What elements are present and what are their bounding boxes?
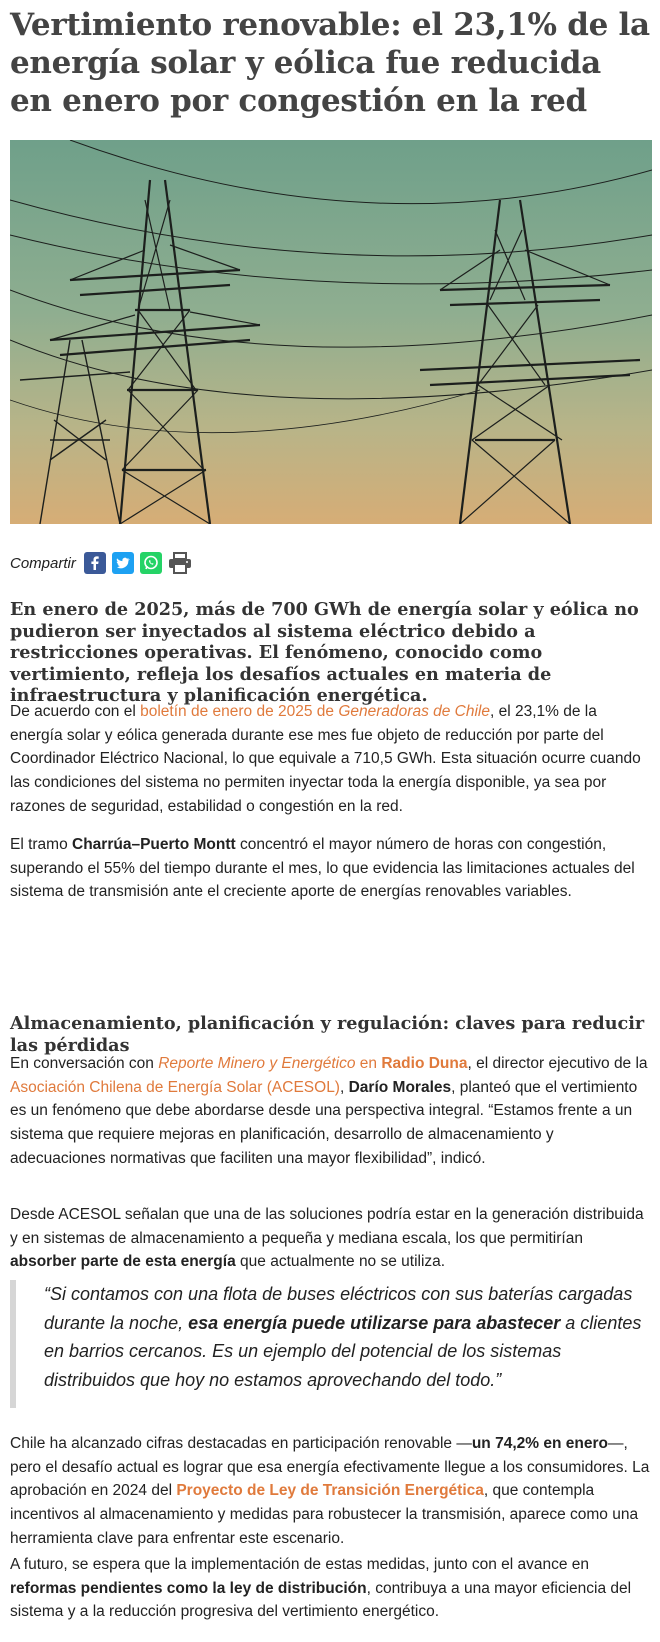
section-subtitle: Almacenamiento, planificación y regulación: claves para reducir las pérdidas bbox=[10, 1013, 645, 1056]
paragraph-5: Chile ha alcanzado cifras destacadas en participación renovable —un 74,2% en enero—, pero el desafío actual es lograr que esa energía efectivamente llegue a los consumidores. La aprobación en 2024 del Proyecto de Ley de Transición Energética, que contempla incentivos al almacenamiento y medidas para robustecer la transmisión, aparece como una herramienta clave para enfrentar este escenario. bbox=[10, 1435, 650, 1547]
share-bar bbox=[10, 550, 196, 576]
ley-transicion-link[interactable]: Proyecto de Ley de Transición Energética bbox=[176, 1482, 484, 1500]
reporte-minero-link[interactable]: Reporte Minero y Energético en bbox=[158, 1055, 382, 1072]
article-title: Vertimiento renovable: el 23,1% de la energía solar y eólica fue reducida en enero por congestión en la red bbox=[10, 7, 650, 119]
facebook-icon[interactable] bbox=[84, 552, 106, 574]
print-icon[interactable] bbox=[168, 552, 190, 574]
bulletin-link[interactable]: boletín de enero de 2025 de Generadoras de Chile bbox=[140, 703, 490, 720]
power-towers-illustration bbox=[10, 140, 652, 524]
acesol-link[interactable]: Asociación Chilena de Energía Solar (ACESOL) bbox=[10, 1078, 340, 1096]
paragraph-2: El tramo Charrúa–Puerto Montt concentró el mayor número de horas con congestión, superando el 55% del tiempo durante el mes, lo que evidencia las limitaciones actuales del sistema de transmisión ante el creciente aporte de energías renovables variables. bbox=[10, 836, 635, 901]
paragraph-4: Desde ACESOL señalan que una de las soluciones podría estar en la generación distribuida y en sistemas de almacenamiento a pequeña y mediana escala, los que permitirían absorber parte de esta energía que actualmente no se utiliza. bbox=[10, 1206, 644, 1271]
twitter-icon[interactable] bbox=[112, 552, 134, 574]
pull-quote: “Si contamos con una flota de buses eléctricos con sus baterías cargadas durante la noche, esa energía puede utilizarse para abastecer a clientes en barrios cercanos. Es un ejemplo del potencial de los sistemas distribuidos que hoy no estamos aprovechando del todo.” bbox=[10, 1280, 652, 1408]
paragraph-3: En conversación con Reporte Minero y Energético en Radio Duna, el director ejecutivo de la Asociación Chilena de Energía Solar (ACESOL), Darío Morales, planteó que el vertimiento es un fenómeno que debe abordarse desde una perspectiva integral. “Estamos frente a un sistema que requiere mejoras en planificación, desarrollo de almacenamiento y adecuaciones normativas que faciliten una mayor flexibilidad”, indicó. bbox=[10, 1055, 648, 1167]
share-label: Compartir bbox=[10, 554, 76, 572]
article-lead: En enero de 2025, más de 700 GWh de energía solar y eólica no pudieron ser inyectados al sistema eléctrico debido a restricciones operativas. El fenómeno, conocido como vertimiento, refleja los desafíos actuales en materia de infraestructura y planificación energética. bbox=[10, 599, 639, 706]
paragraph-6: A futuro, se espera que la implementación de estas medidas, junto con el avance en reformas pendientes como la ley de distribución, contribuya a una mayor eficiencia del sistema y a la reducción progresiva del vertimiento energético. bbox=[10, 1556, 632, 1621]
paragraph-1: De acuerdo con el boletín de enero de 2025 de Generadoras de Chile, el 23,1% de la energía solar y eólica generada durante ese mes fue objeto de reducción por parte del Coordinador Eléctrico Nacional, lo que equivale a 710,5 GWh. Esta situación ocurre cuando las condiciones del sistema no permiten inyectar toda la energía disponible, ya sea por razones de seguridad, estabilidad o congestión en la red. bbox=[10, 703, 641, 815]
hero-image bbox=[10, 140, 652, 524]
radio-duna-link[interactable]: Radio Duna bbox=[381, 1055, 468, 1072]
whatsapp-icon[interactable] bbox=[140, 552, 162, 574]
